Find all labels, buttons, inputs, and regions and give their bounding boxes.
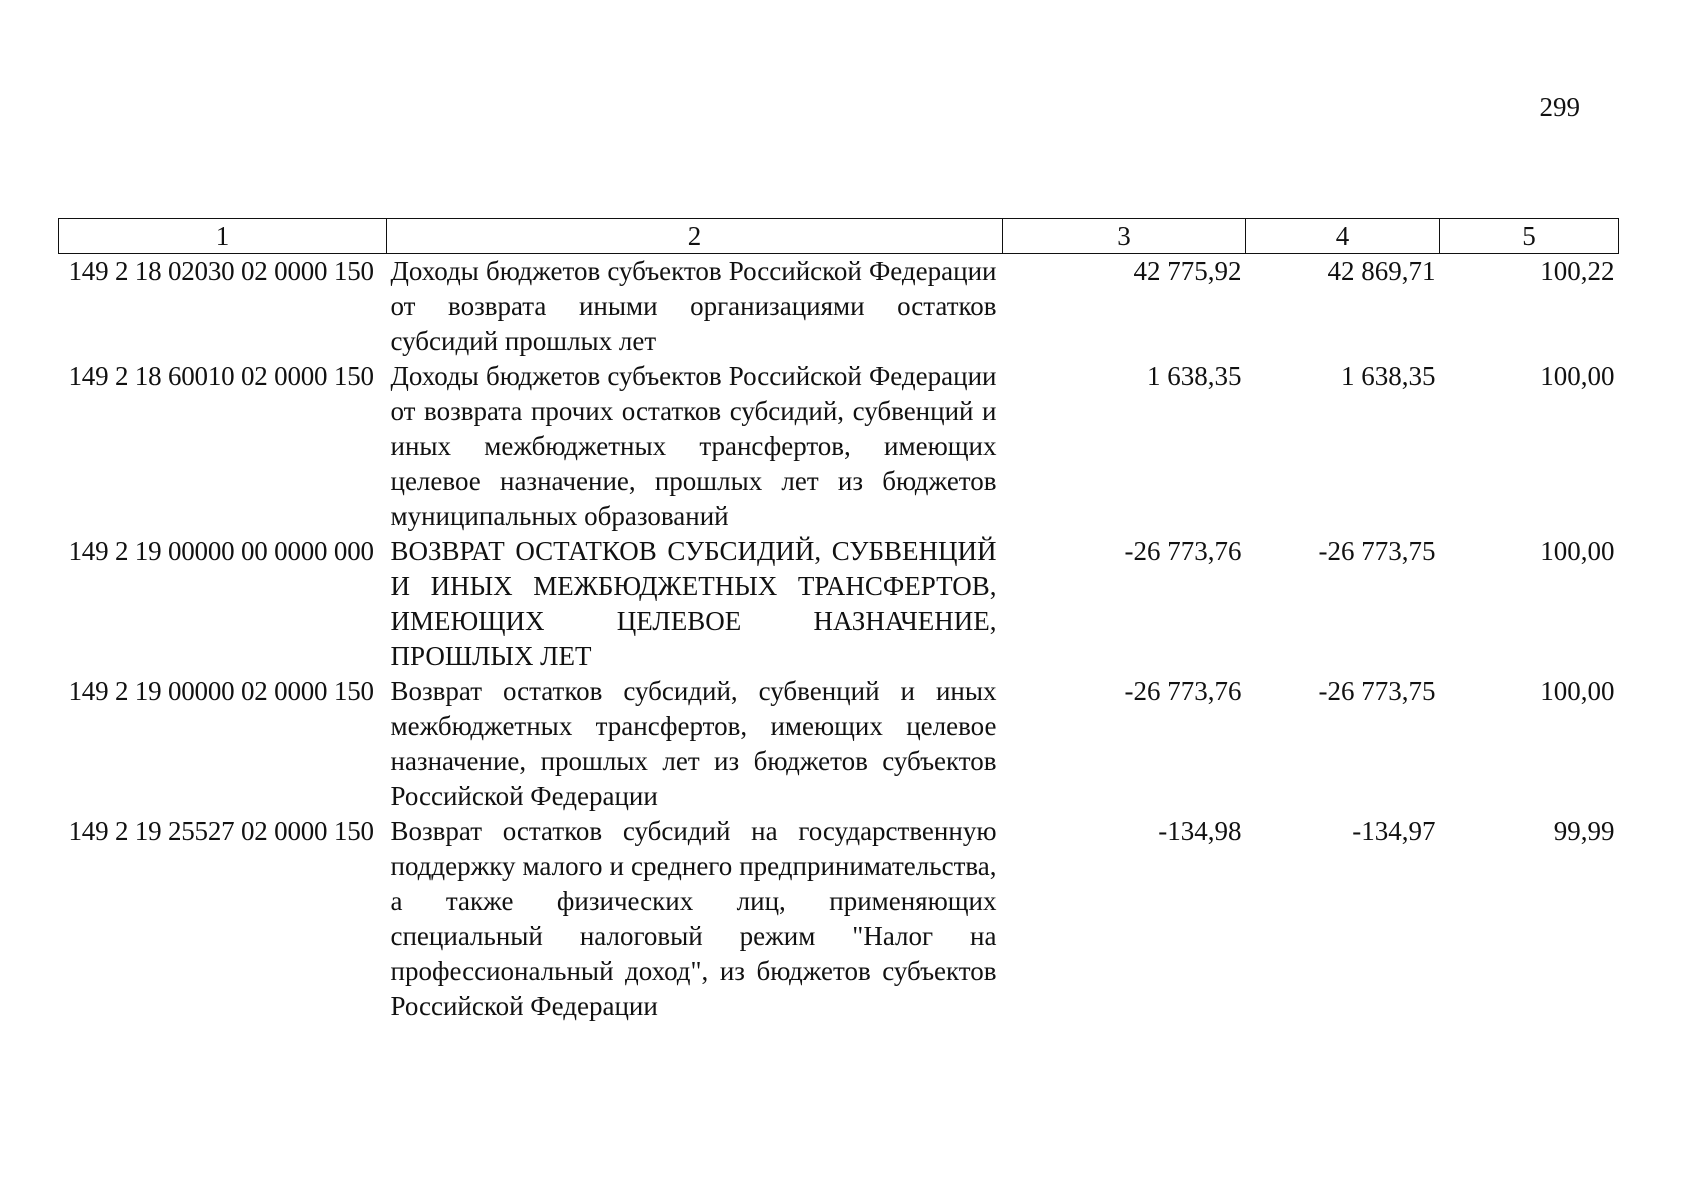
row-name: Доходы бюджетов субъектов Российской Федерации от возврата прочих остатков субсидий, субвенций и иных межбюджетных трансфертов, имеющих целевое назначение, прошлых лет из бюджетов муниципальных образований bbox=[390, 361, 997, 531]
table-body bbox=[59, 254, 1619, 1025]
row-col3: -26 773,76 bbox=[1124, 536, 1242, 566]
row-code: 149 2 19 25527 02 0000 150 bbox=[68, 816, 374, 846]
row-col3: -134,98 bbox=[1158, 816, 1242, 846]
row-col4: 1 638,35 bbox=[1341, 361, 1436, 391]
header-col-1: 1 bbox=[59, 219, 387, 254]
row-col5: 100,00 bbox=[1540, 676, 1615, 706]
row-col4: 42 869,71 bbox=[1327, 256, 1436, 286]
row-name: Доходы бюджетов субъектов Российской Федерации от возврата иными организациями остатков субсидий прошлых лет bbox=[390, 256, 997, 356]
row-code: 149 2 18 02030 02 0000 150 bbox=[68, 256, 374, 286]
row-col3: 42 775,92 bbox=[1133, 256, 1242, 286]
header-col-2: 2 bbox=[387, 219, 1003, 254]
table-row bbox=[59, 674, 1619, 814]
row-col5: 100,00 bbox=[1540, 361, 1615, 391]
header-row bbox=[59, 219, 1619, 254]
row-col4: -134,97 bbox=[1352, 816, 1436, 846]
header-col-5: 5 bbox=[1440, 219, 1619, 254]
row-name: Возврат остатков субсидий на государственную поддержку малого и среднего предпринимательства, а также физических лиц, применяющих специальный налоговый режим "Налог на профессиональный доход", из бюджетов субъектов Российской Федерации bbox=[390, 816, 997, 1021]
budget-table bbox=[58, 218, 1619, 1024]
table-row bbox=[59, 534, 1619, 674]
row-code: 149 2 19 00000 00 0000 000 bbox=[68, 536, 374, 566]
row-col5: 99,99 bbox=[1553, 816, 1615, 846]
page-number: 299 bbox=[1539, 92, 1580, 122]
row-col4: -26 773,75 bbox=[1318, 676, 1436, 706]
table-row bbox=[59, 359, 1619, 534]
row-name: ВОЗВРАТ ОСТАТКОВ СУБСИДИЙ, СУБВЕНЦИЙ И ИНЫХ МЕЖБЮДЖЕТНЫХ ТРАНСФЕРТОВ, ИМЕЮЩИХ ЦЕЛЕВОЕ НАЗНАЧЕНИЕ, ПРОШЛЫХ ЛЕТ bbox=[390, 536, 997, 671]
table-row bbox=[59, 814, 1619, 1024]
row-col4: -26 773,75 bbox=[1318, 536, 1436, 566]
row-code: 149 2 18 60010 02 0000 150 bbox=[68, 361, 374, 391]
row-name: Возврат остатков субсидий, субвенций и иных межбюджетных трансфертов, имеющих целевое назначение, прошлых лет из бюджетов субъектов Российской Федерации bbox=[390, 676, 997, 811]
header-col-4: 4 bbox=[1246, 219, 1440, 254]
row-col5: 100,00 bbox=[1540, 536, 1615, 566]
row-col3: 1 638,35 bbox=[1147, 361, 1242, 391]
table-row bbox=[59, 254, 1619, 360]
row-col3: -26 773,76 bbox=[1124, 676, 1242, 706]
row-code: 149 2 19 00000 02 0000 150 bbox=[68, 676, 374, 706]
row-col5: 100,22 bbox=[1540, 256, 1615, 286]
header-col-3: 3 bbox=[1003, 219, 1246, 254]
table-header bbox=[59, 219, 1619, 254]
